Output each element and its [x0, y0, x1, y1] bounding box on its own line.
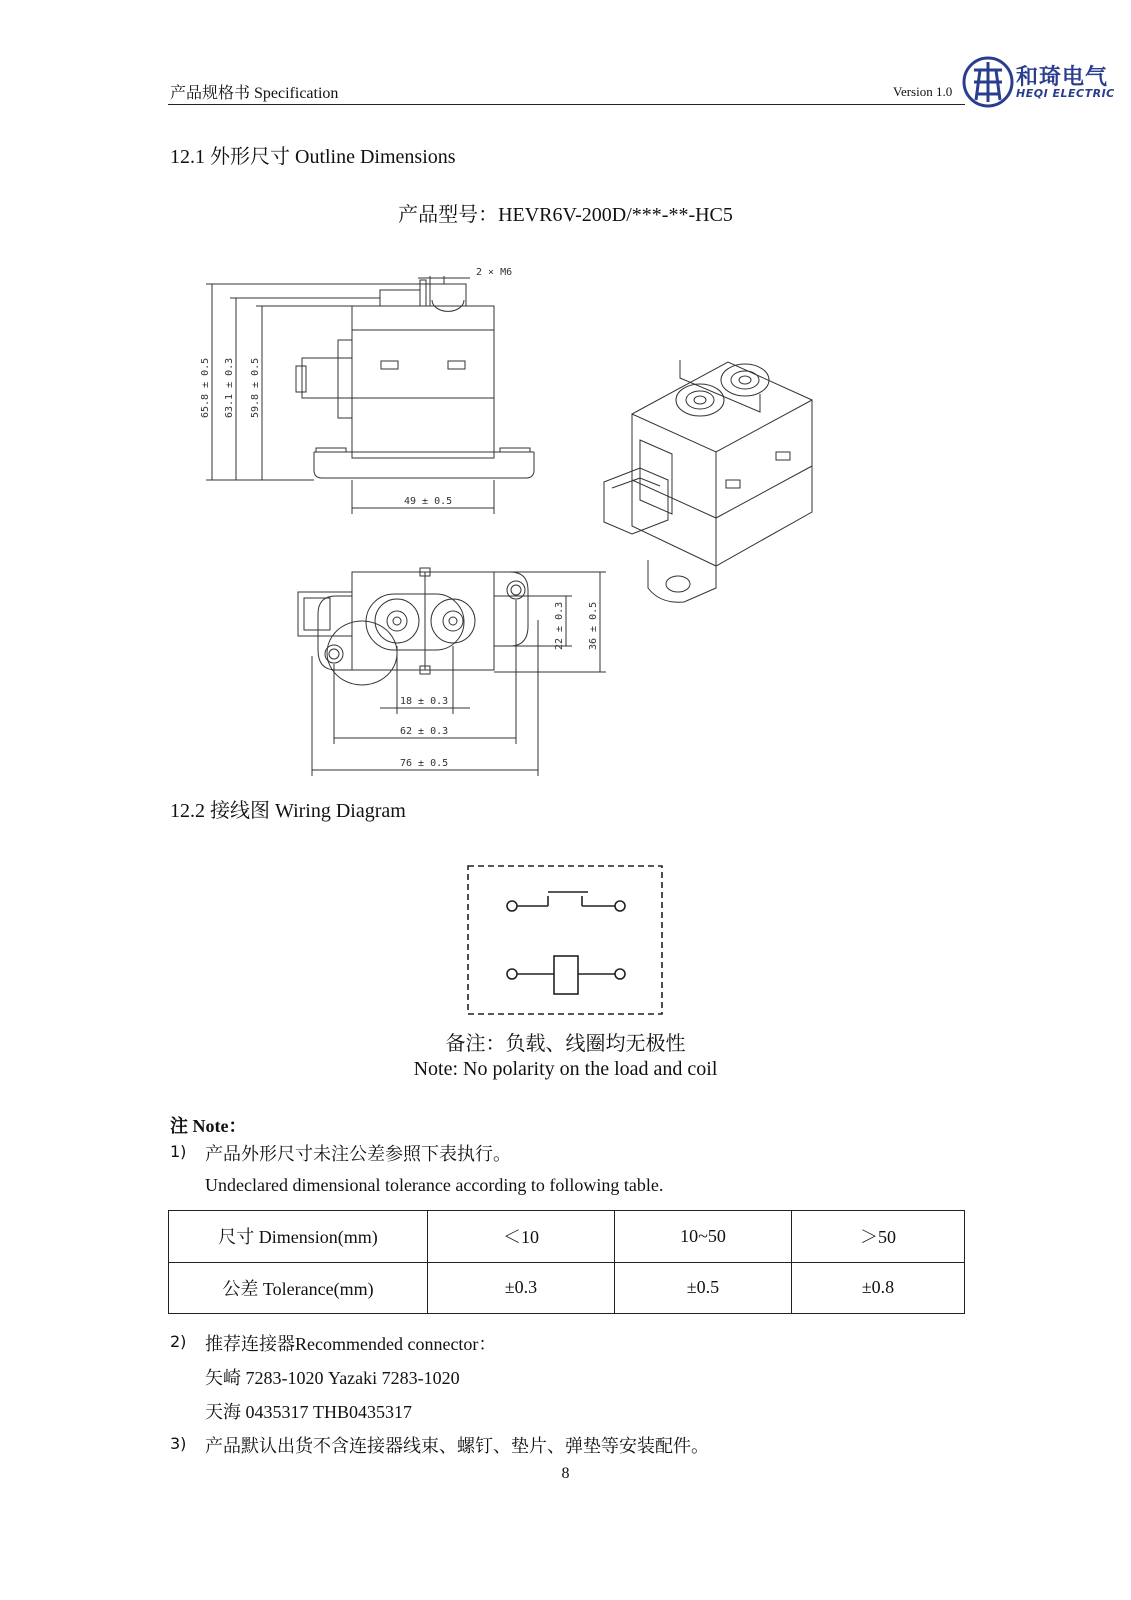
- table-cell: ±0.8: [792, 1262, 965, 1314]
- dim-label: 18 ± 0.3: [400, 696, 449, 707]
- table-cell: ±0.3: [428, 1262, 615, 1314]
- model-number: 产品型号：HEVR6V-200D/***-**-HC5: [398, 204, 733, 226]
- note-1-text-en: Undeclared dimensional tolerance according to following table.: [205, 1175, 664, 1195]
- dim-label: 65.8 ± 0.5: [200, 357, 211, 418]
- table-row: [169, 1211, 965, 1263]
- dim-label: 59.8 ± 0.5: [250, 357, 261, 418]
- table-cell: ＜10: [428, 1211, 615, 1263]
- dim-label: 2 × M6: [476, 267, 513, 278]
- note-1-text: 产品外形尺寸未注公差参照下表执行。: [205, 1144, 511, 1164]
- note-3-number: 3): [170, 1434, 187, 1453]
- dim-label: 22 ± 0.3: [554, 601, 565, 650]
- notes-title: 注 Note：: [170, 1116, 247, 1136]
- table-cell: ＞50: [792, 1211, 965, 1263]
- page-number: 8: [561, 1465, 570, 1482]
- logo-text-cn: 和琦电气: [1016, 65, 1109, 90]
- section-wiring-heading: 12.2 接线图 Wiring Diagram: [170, 800, 406, 822]
- version-label: Version 1.0: [893, 84, 953, 99]
- dim-label: 36 ± 0.5: [588, 601, 599, 650]
- logo-text-en: HEQI ELECTRIC: [1016, 87, 1115, 100]
- note-3-text: 产品默认出货不含连接器线束、螺钉、垫片、弹垫等安装配件。: [205, 1436, 709, 1456]
- table-cell: 10~50: [615, 1211, 792, 1263]
- dim-label: 49 ± 0.5: [404, 496, 453, 507]
- wiring-remark-cn: 备注：负载、线圈均无极性: [445, 1033, 686, 1055]
- note-2-text: 推荐连接器Recommended connector：: [205, 1334, 497, 1354]
- connector-thb: 天海 0435317 THB0435317: [205, 1402, 412, 1422]
- section-outline-heading: 12.1 外形尺寸 Outline Dimensions: [170, 146, 456, 168]
- table-cell: 公差 Tolerance(mm): [169, 1262, 428, 1314]
- note-2-number: 2): [170, 1332, 187, 1351]
- note-1-number: 1): [170, 1142, 187, 1161]
- dim-label: 62 ± 0.3: [400, 726, 449, 737]
- connector-yazaki: 矢崎 7283-1020 Yazaki 7283-1020: [205, 1368, 460, 1388]
- table-row: [169, 1262, 965, 1314]
- wiring-remark-en: Note: No polarity on the load and coil: [413, 1058, 718, 1080]
- doc-title: 产品规格书 Specification: [170, 85, 339, 102]
- table-cell: ±0.5: [615, 1262, 792, 1314]
- dim-label: 63.1 ± 0.3: [224, 357, 235, 418]
- dim-label: 76 ± 0.5: [400, 758, 449, 769]
- tolerance-table: [168, 1210, 965, 1314]
- table-cell: 尺寸 Dimension(mm): [169, 1211, 428, 1263]
